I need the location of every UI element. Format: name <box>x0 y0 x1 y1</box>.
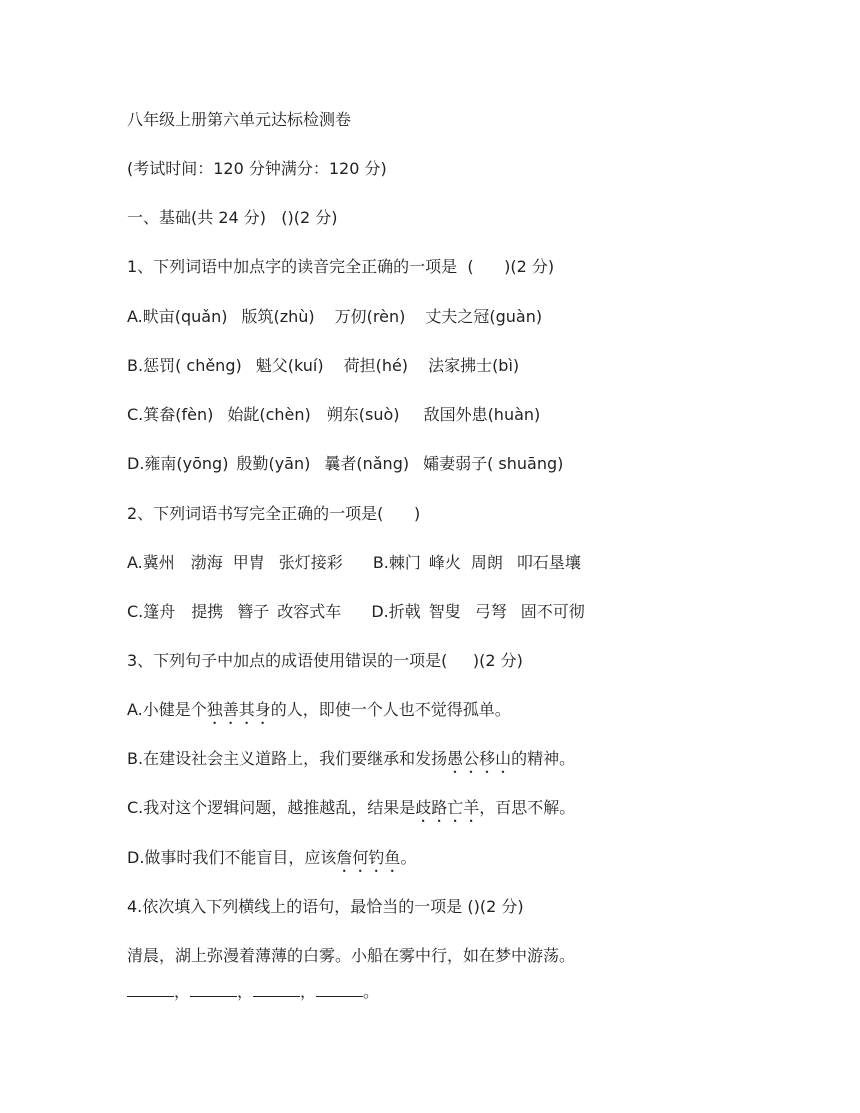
q1-a-item: 版筑(zhù) <box>241 307 315 326</box>
q2-options-ab <box>127 552 581 574</box>
q2-a-item: 甲胄 <box>232 553 265 572</box>
q2-d-item: 固不可彻 <box>520 602 585 621</box>
answer-blank[interactable] <box>127 980 174 997</box>
question-4-stem: 4.依次填入下列横线上的语句，最恰当的一项是 ()(2 分) <box>127 897 524 916</box>
q1-a-item: 万仞(rèn) <box>334 307 406 326</box>
q2-a-item: 渤海 <box>190 553 223 572</box>
q2-d-item: 弓弩 <box>474 602 507 621</box>
q1-a-item: 丈夫之冠(guàn) <box>425 307 543 326</box>
q3-b-post: 的精神。 <box>511 749 576 768</box>
q1-d-item: D.雍南(yōng) <box>127 454 229 473</box>
q2-c-item: 改容式车 <box>277 602 342 621</box>
q3-d-pre: D.做事时我们不能盲目，应该 <box>127 848 337 867</box>
q3-option-a <box>127 699 511 728</box>
q1-b-item: B.惩罚( chěng) <box>127 356 242 375</box>
q1-a-item: A.畎亩(quǎn) <box>127 307 228 326</box>
q1-option-a <box>127 306 542 328</box>
q2-d-item: D.折戟 <box>371 602 421 621</box>
q2-a-item: A.冀州 <box>127 553 175 572</box>
q1-d-item: 殷勤(yān) <box>236 454 311 473</box>
q1-d-item: 曩者(nǎng) <box>324 454 410 473</box>
q1-b-item: 魁父(kuí) <box>255 356 324 375</box>
q2-b-item: 叩石垦壤 <box>516 553 581 572</box>
question-3-stem: 3、下列句子中加点的成语使用错误的一项是( )(2 分) <box>127 651 523 670</box>
blank-end-mark: 。 <box>363 982 380 1001</box>
q2-b-item: 周朗 <box>470 553 503 572</box>
q3-a-post: 的人，即使一个人也不觉得孤单。 <box>270 700 511 719</box>
question-2-stem: 2、下列词语书写完全正确的一项是( ) <box>127 504 421 523</box>
q4-blanks <box>127 980 379 1003</box>
q3-d-post: 。 <box>400 848 417 867</box>
q3-c-post: ，百思不解。 <box>479 798 576 817</box>
blank-separator: ， <box>300 982 317 1001</box>
q1-b-item: 荷担(hé) <box>343 356 409 375</box>
q2-a-item: 张灯接彩 <box>278 553 343 572</box>
q3-b-pre: B.在建设社会主义道路上，我们要继承和发扬 <box>127 749 448 768</box>
q3-option-c <box>127 797 575 826</box>
q2-c-item: 提携 <box>191 602 224 621</box>
q2-options-cd <box>127 601 585 623</box>
q1-option-c <box>127 404 540 426</box>
q3-c-idiom: 歧路亡羊 <box>415 798 480 817</box>
q1-c-item: C.箕畚(fèn) <box>127 405 214 424</box>
q3-b-idiom: 愚公移山 <box>447 749 512 768</box>
answer-blank[interactable] <box>316 980 363 997</box>
q1-b-item: 法家拂士(bì) <box>428 356 520 375</box>
q3-option-d <box>127 847 416 876</box>
q2-c-item: C.篷舟 <box>127 602 176 621</box>
exam-info: (考试时间：120 分钟满分：120 分) <box>127 159 387 178</box>
q3-option-b <box>127 748 575 777</box>
q3-a-idiom: 独善其身 <box>206 700 271 719</box>
q4-passage: 清晨，湖上弥漫着薄薄的白雾。小船在雾中行，如在梦中游荡。 <box>127 946 576 965</box>
blank-separator: ， <box>237 982 254 1001</box>
q1-option-b <box>127 355 519 377</box>
blank-separator: ， <box>174 982 191 1001</box>
q2-b-item: 峰火 <box>428 553 461 572</box>
q1-c-item: 敌国外患(huàn) <box>423 405 541 424</box>
section-heading: 一、基础(共 24 分) ()(2 分) <box>127 208 338 227</box>
q3-a-pre: A.小健是个 <box>127 700 207 719</box>
q1-c-item: 朔东(suò) <box>326 405 400 424</box>
q2-d-item: 智叟 <box>428 602 461 621</box>
q3-d-idiom: 詹何钓鱼 <box>336 848 401 867</box>
page-title: 八年级上册第六单元达标检测卷 <box>127 110 352 129</box>
q2-b-item: B.棘门 <box>372 553 421 572</box>
question-1-stem: 1、下列词语中加点字的读音完全正确的一项是 ( )(2 分) <box>127 257 555 276</box>
q1-d-item: 孀妻弱子( shuāng) <box>423 454 564 473</box>
answer-blank[interactable] <box>253 980 300 997</box>
q1-option-d <box>127 453 563 475</box>
q1-c-item: 始龀(chèn) <box>227 405 311 424</box>
q2-c-item: 簪子 <box>237 602 270 621</box>
answer-blank[interactable] <box>190 980 237 997</box>
q3-c-pre: C.我对这个逻辑问题，越推越乱，结果是 <box>127 798 416 817</box>
